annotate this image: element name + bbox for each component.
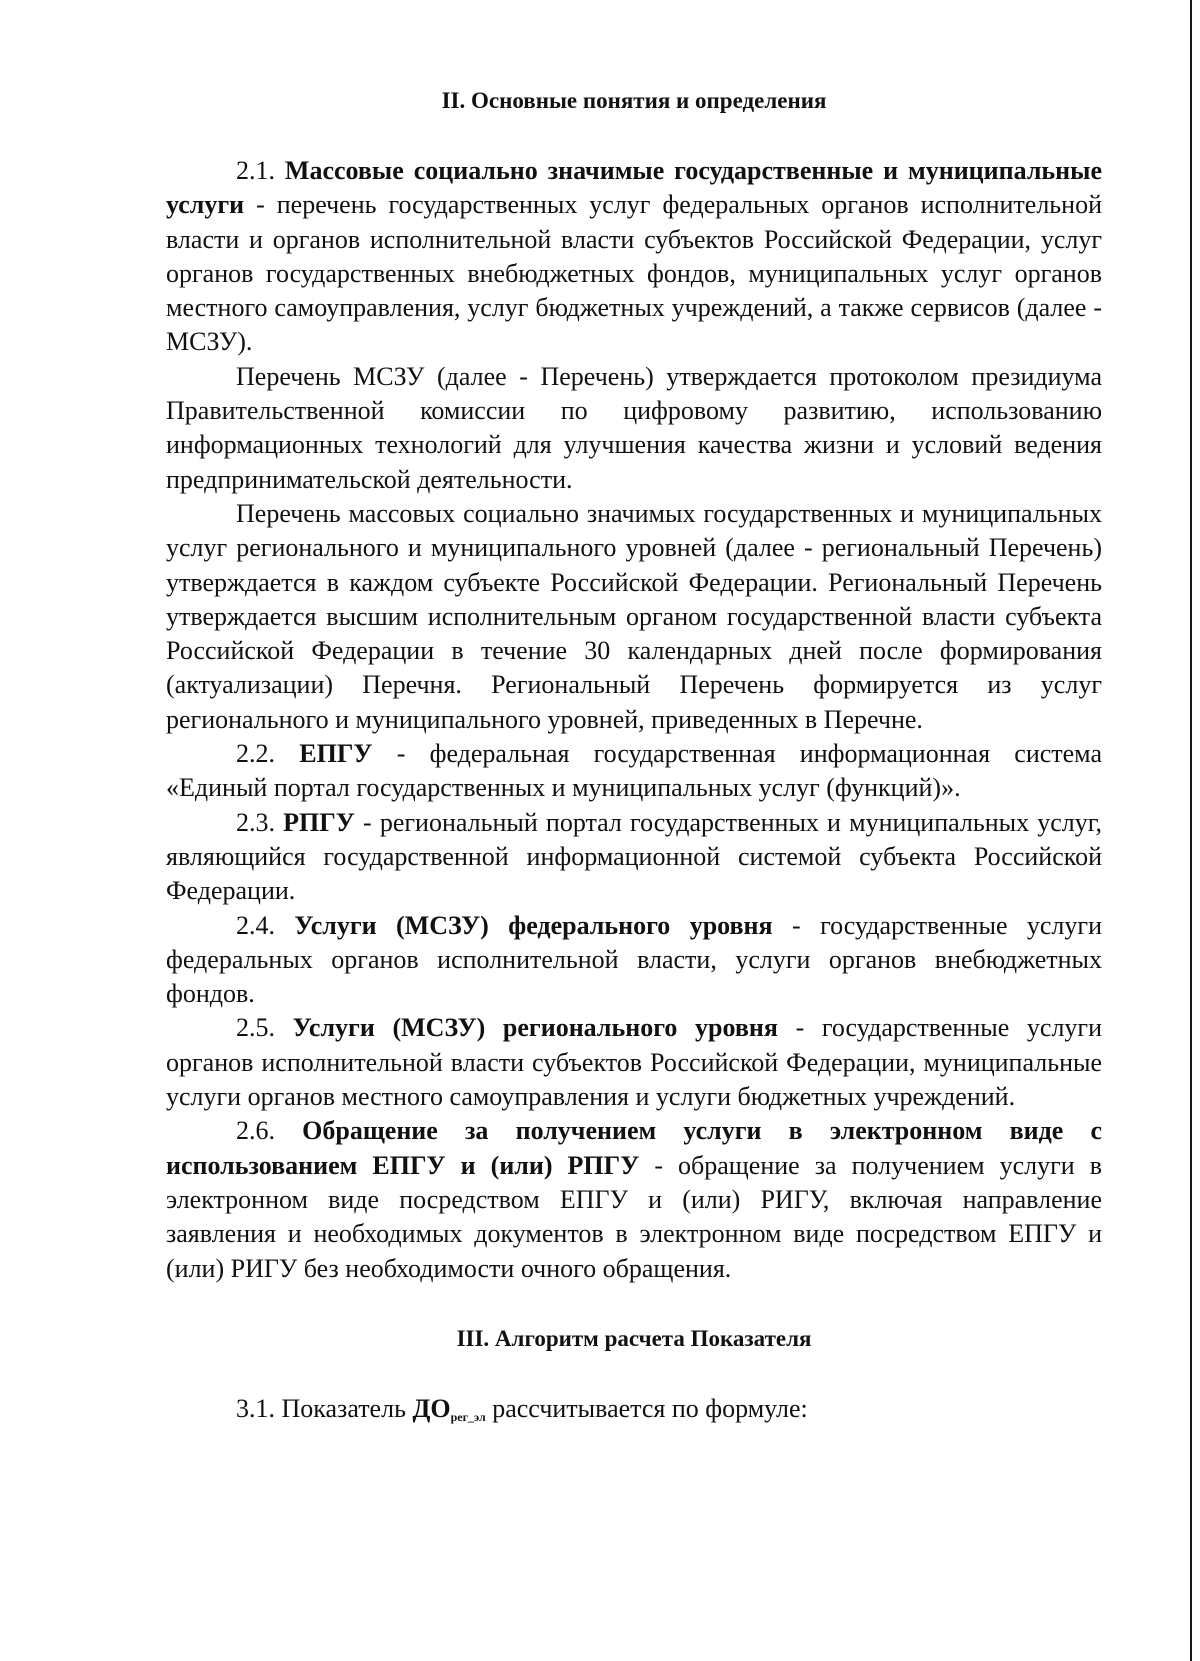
page-edge — [1190, 0, 1192, 1661]
indicator-subscript: рег_эл — [450, 1409, 486, 1424]
definition: - государственные услуги органов исполнительной власти субъектов Российской Федерации, муниципальные услуги органов местного самоуправления и услуги бюджетных учреждений. — [166, 1013, 1102, 1112]
definition: - перечень государственных услуг федеральных органов исполнительной власти и органов исполнительной власти субъектов Российской Федерации, услуг органов государственных внебюджетных фондов, муниципальных услуг органов местного самоуправления, услуг бюджетных учреждений, а также сервисов (далее - МСЗУ). — [166, 190, 1102, 357]
term: Обращение за получением услуги в электронном виде с использованием ЕПГУ и (или) РПГУ — [166, 1116, 1102, 1180]
item-number: 2.4. — [236, 910, 275, 940]
item-number: 3.1. — [236, 1393, 275, 1423]
section-heading-2: II. Основные понятия и определения — [441, 88, 827, 113]
section-heading-3: III. Алгоритм расчета Показателя — [456, 1325, 812, 1351]
formula-suffix: рассчитывается по формуле: — [492, 1393, 808, 1423]
paragraph-2-1-regional-list: Перечень массовых социально значимых государственных и муниципальных услуг регионального и муниципального уровней (далее - региональный Перечень) утверждается в каждом субъекте Российской Федерации. Региональный Перечень утверждается высшим исполнительным органом государственной власти субъекта Российской Федерации в течение 30 календарных дней после формирования (актуализации) Перечня. Региональный Перечень формируется из услуг регионального и муниципального уровней, приведенных в Перечне. — [166, 498, 1102, 734]
definition: - федеральная государственная информационная система «Единый портал государственных и муниципальных услуг (функций)». — [166, 739, 1102, 803]
term: РПГУ — [283, 807, 355, 837]
paragraph-2-6 — [166, 1114, 1102, 1285]
term: Услуги (МСЗУ) федерального уровня — [294, 910, 773, 940]
definition: - государственные услуги федеральных органов исполнительной власти, услуги органов внебюджетных фондов. — [166, 910, 1102, 1009]
item-number: 2.1. — [236, 156, 275, 185]
paragraph-2-1 — [166, 154, 1102, 360]
term: ЕПГУ — [299, 739, 373, 769]
item-number: 2.6. — [236, 1116, 275, 1146]
item-number: 2.3. — [236, 807, 275, 837]
item-number: 2.2. — [236, 739, 275, 769]
paragraph-2-5 — [166, 1011, 1102, 1114]
term: Услуги (МСЗУ) регионального уровня — [292, 1013, 778, 1043]
paragraph-2-1-list: Перечень МСЗУ (далее - Перечень) утверждается протоколом президиума Правительственной комиссии по цифровому развитию, использованию информационных технологий для улучшения качества жизни и условий ведения предпринимательской деятельности. — [166, 361, 1102, 494]
indicator-symbol: ДО — [412, 1393, 451, 1423]
document-body — [166, 84, 1102, 1434]
paragraph-2-2 — [166, 737, 1102, 806]
formula-prefix: Показатель — [281, 1393, 406, 1423]
definition: - региональный портал государственных и муниципальных услуг, являющийся государственной информационной системой субъекта Российской Федерации. — [166, 807, 1103, 906]
paragraph-2-3 — [166, 806, 1102, 909]
item-number: 2.5. — [236, 1013, 275, 1043]
paragraph-3-1 — [166, 1392, 1102, 1434]
term: Массовые социально значимые государственные и муниципальные услуги — [166, 156, 1103, 220]
definition: - обращение за получением услуги в электронном виде посредством ЕПГУ и (или) РИГУ, включая направление заявления и необходимых документов в электронном виде посредством ЕПГУ и (или) РИГУ без необходимости очного обращения. — [166, 1150, 1102, 1283]
paragraph-2-4 — [166, 909, 1102, 1012]
